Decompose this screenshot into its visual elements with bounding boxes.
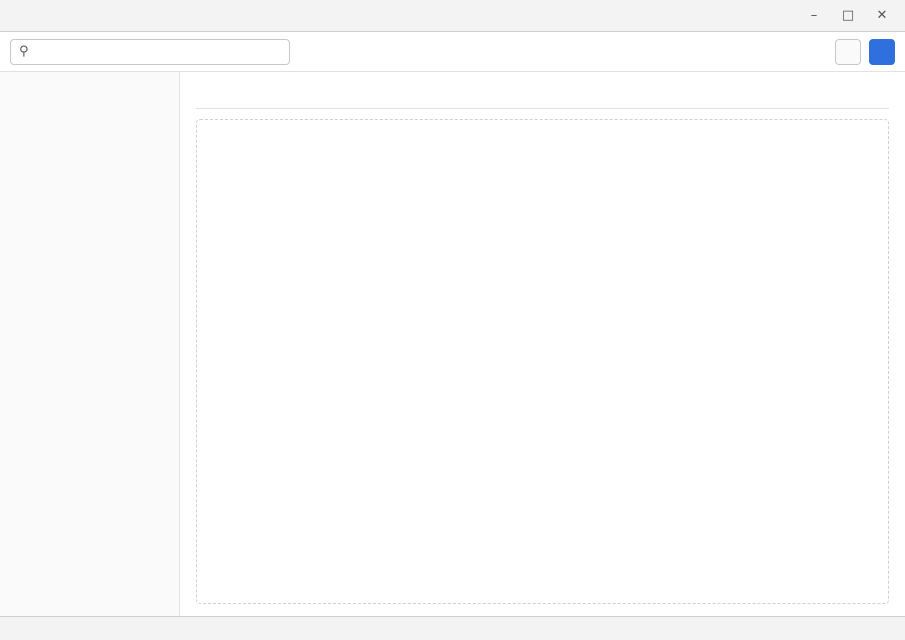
close-icon: ✕ bbox=[876, 8, 888, 23]
minimize-button[interactable] bbox=[801, 5, 827, 27]
content-area bbox=[196, 119, 889, 604]
primary-button[interactable] bbox=[869, 39, 895, 65]
maximize-icon: □ bbox=[841, 8, 855, 23]
search-icon: ⚲ bbox=[19, 44, 29, 59]
toolbar bbox=[0, 32, 905, 72]
tab-strip bbox=[196, 94, 889, 109]
tab[interactable] bbox=[252, 94, 276, 108]
secondary-button[interactable] bbox=[835, 39, 861, 65]
main-panel bbox=[180, 72, 905, 616]
title-bar bbox=[0, 0, 905, 32]
tab[interactable] bbox=[196, 94, 220, 108]
sidebar-item[interactable] bbox=[0, 140, 179, 170]
app-body bbox=[0, 72, 905, 616]
sidebar-item[interactable] bbox=[0, 110, 179, 140]
maximize-button[interactable] bbox=[835, 5, 861, 27]
sidebar-item[interactable] bbox=[0, 170, 179, 200]
search-input[interactable] bbox=[35, 45, 281, 59]
minimize-icon: – bbox=[810, 8, 818, 23]
search-box[interactable] bbox=[10, 39, 290, 65]
sidebar bbox=[0, 72, 180, 616]
tab[interactable] bbox=[224, 94, 248, 108]
close-button[interactable] bbox=[869, 5, 895, 27]
status-bar bbox=[0, 616, 905, 640]
sidebar-item[interactable] bbox=[0, 80, 179, 110]
